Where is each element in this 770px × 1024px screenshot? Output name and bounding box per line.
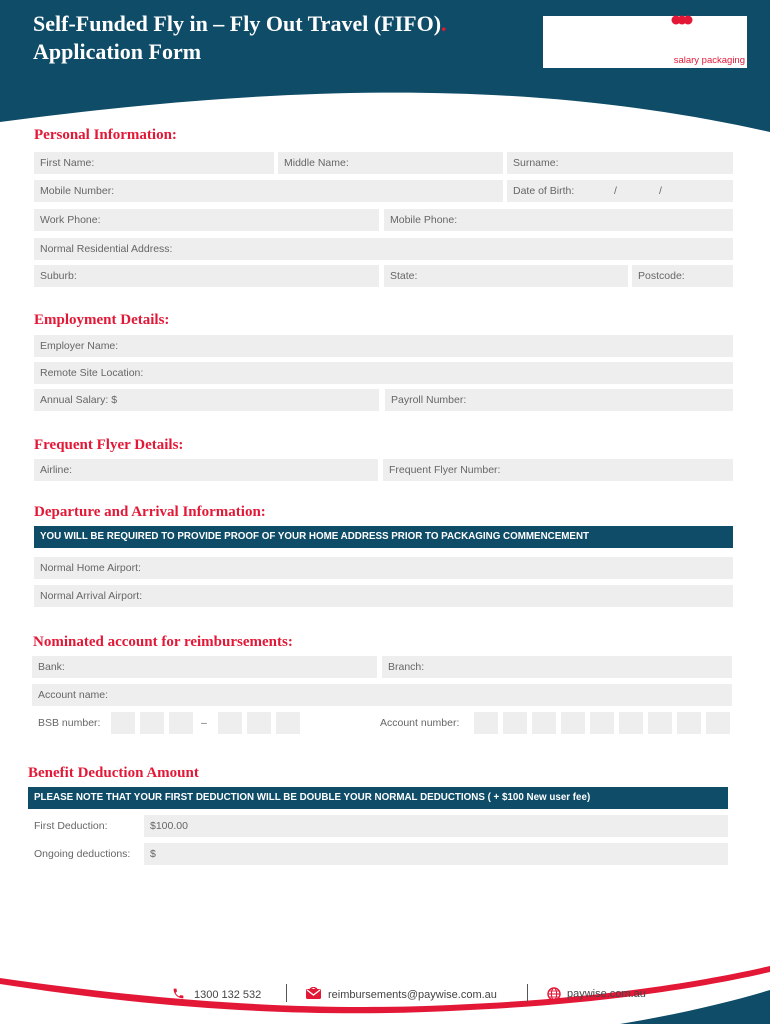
dob-label: Date of Birth: [513, 185, 575, 197]
residential-address-field[interactable]: Normal Residential Address: [34, 238, 733, 260]
ongoing-deductions-label: Ongoing deductions: [34, 848, 131, 860]
mobile-phone-field[interactable]: Mobile Phone: [384, 209, 733, 231]
date-of-birth-field[interactable] [507, 180, 733, 202]
globe-icon [547, 987, 561, 1001]
remote-site-field[interactable]: Remote Site Location: [34, 362, 733, 384]
title-line-2: Application Form [33, 39, 202, 64]
dob-separator: / [614, 185, 617, 197]
bsb-digit-box[interactable] [276, 712, 300, 734]
arrival-airport-field[interactable]: Normal Arrival Airport: [34, 585, 733, 607]
postcode-field[interactable]: Postcode: [632, 265, 733, 287]
footer-email[interactable]: reimbursements@paywise.com.au [328, 989, 497, 1001]
account-digit-box[interactable] [619, 712, 643, 734]
title-dot: . [441, 11, 447, 36]
bsb-digit-box[interactable] [140, 712, 164, 734]
account-digit-box[interactable] [590, 712, 614, 734]
bsb-digit-box[interactable] [111, 712, 135, 734]
home-airport-field[interactable]: Normal Home Airport: [34, 557, 733, 579]
section-personal-heading: Personal Information: [34, 127, 177, 143]
account-digit-box[interactable] [532, 712, 556, 734]
account-digit-box[interactable] [648, 712, 672, 734]
account-digit-box[interactable] [561, 712, 585, 734]
state-field[interactable]: State: [384, 265, 628, 287]
employer-name-field[interactable]: Employer Name: [34, 335, 733, 357]
payroll-number-field[interactable]: Payroll Number: [385, 389, 733, 411]
first-name-field[interactable]: First Name: [34, 152, 274, 174]
paywise-logo [543, 16, 747, 68]
bsb-digit-box[interactable] [218, 712, 242, 734]
annual-salary-field[interactable]: Annual Salary: $ [34, 389, 379, 411]
account-digit-box[interactable] [706, 712, 730, 734]
footer-divider [527, 984, 528, 1002]
first-deduction-notice: PLEASE NOTE THAT YOUR FIRST DEDUCTION WILL BE DOUBLE YOUR NORMAL DEDUCTIONS ( + $100 New user fee) [28, 787, 728, 809]
section-flyer-heading: Frequent Flyer Details: [34, 437, 184, 453]
account-name-field[interactable]: Account name: [32, 684, 732, 706]
first-deduction-label: First Deduction: [34, 820, 108, 832]
section-departure-heading: Departure and Arrival Information: [34, 504, 266, 520]
bsb-digit-box[interactable] [247, 712, 271, 734]
account-digit-box[interactable] [474, 712, 498, 734]
bsb-label: BSB number: [38, 717, 101, 729]
mobile-number-field[interactable]: Mobile Number: [34, 180, 503, 202]
home-address-notice: YOU WILL BE REQUIRED TO PROVIDE PROOF OF YOUR HOME ADDRESS PRIOR TO PACKAGING COMMENCEMENT [34, 526, 733, 548]
work-phone-field[interactable]: Work Phone: [34, 209, 379, 231]
logo-text: salary packaging [673, 55, 745, 66]
account-digit-box[interactable] [677, 712, 701, 734]
title-line-1: Self-Funded Fly in – Fly Out Travel (FIFO) [33, 11, 442, 36]
email-icon [306, 987, 321, 999]
surname-field[interactable]: Surname: [507, 152, 733, 174]
account-digit-box[interactable] [503, 712, 527, 734]
account-number-label: Account number: [380, 717, 460, 729]
section-employment-heading: Employment Details: [34, 312, 170, 328]
footer-website[interactable]: paywise.com.au [567, 988, 646, 1000]
logo-mark-icon [671, 14, 693, 26]
section-account-heading: Nominated account for reimbursements: [33, 634, 293, 650]
middle-name-field[interactable]: Middle Name: [278, 152, 503, 174]
suburb-field[interactable]: Suburb: [34, 265, 379, 287]
phone-icon [172, 987, 185, 1000]
frequent-flyer-number-field[interactable]: Frequent Flyer Number: [383, 459, 733, 481]
footer-divider [286, 984, 287, 1002]
branch-field[interactable]: Branch: [382, 656, 732, 678]
bsb-digit-box[interactable] [169, 712, 193, 734]
footer-phone[interactable]: 1300 132 532 [194, 989, 262, 1001]
bsb-dash: – [201, 717, 207, 729]
form-title [33, 10, 447, 66]
ongoing-deductions-field[interactable]: $ [144, 843, 728, 865]
bank-field[interactable]: Bank: [32, 656, 377, 678]
dob-separator: / [659, 185, 662, 197]
airline-field[interactable]: Airline: [34, 459, 378, 481]
first-deduction-field[interactable]: $100.00 [144, 815, 728, 837]
section-benefit-heading: Benefit Deduction Amount [28, 765, 199, 781]
